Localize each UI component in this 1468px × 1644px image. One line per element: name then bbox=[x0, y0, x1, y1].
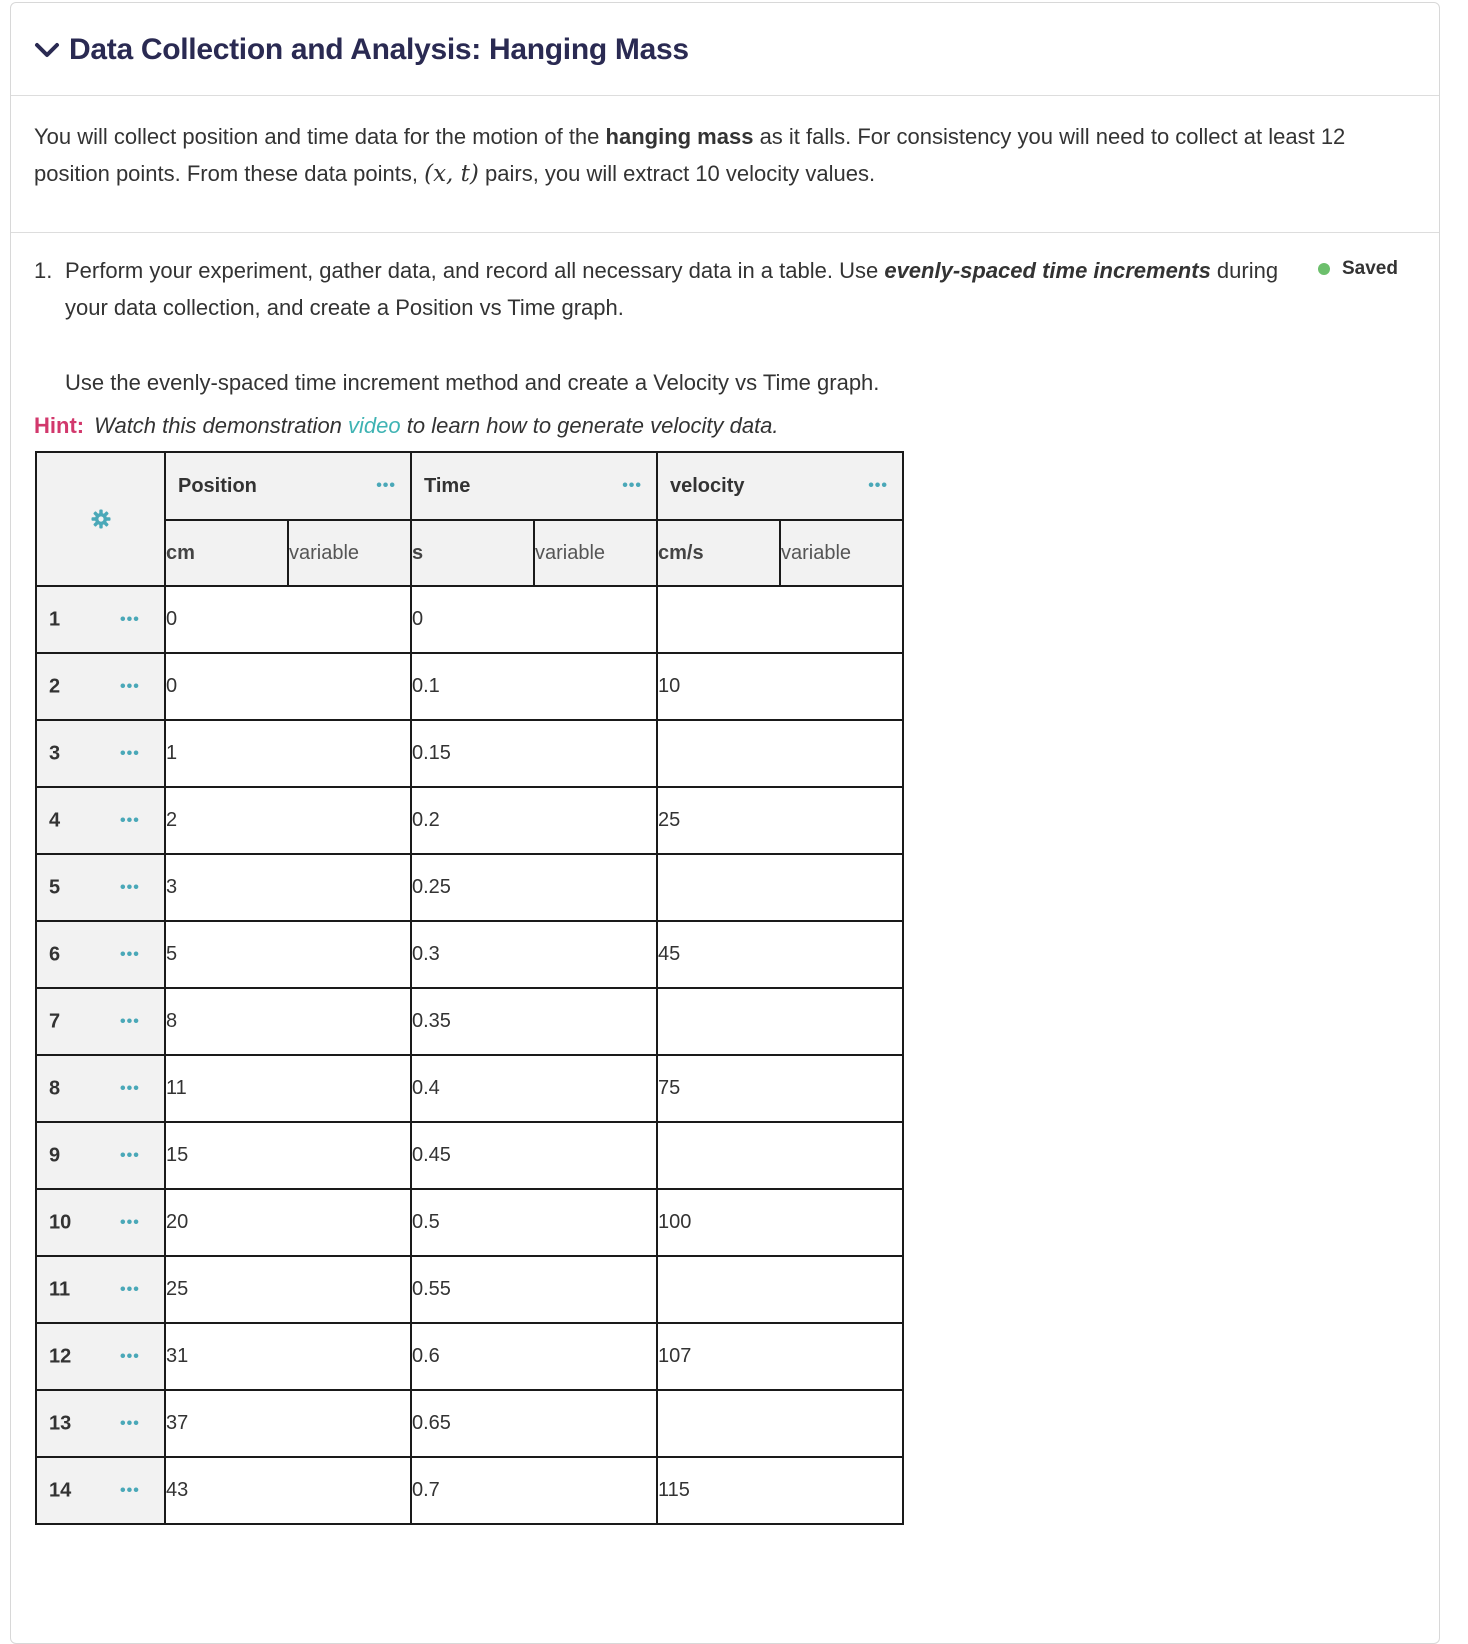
table-row bbox=[36, 988, 903, 1055]
row-number: 7 bbox=[49, 1010, 61, 1032]
hint-text-end: to learn how to generate velocity data. bbox=[400, 413, 779, 438]
column-name: velocity bbox=[670, 474, 745, 497]
cell-position[interactable]: 43 bbox=[165, 1457, 411, 1524]
divider bbox=[11, 95, 1439, 96]
cell-position[interactable]: 20 bbox=[165, 1189, 411, 1256]
row-menu-icon[interactable]: ••• bbox=[120, 1213, 140, 1231]
intro-bold: hanging mass bbox=[605, 124, 754, 149]
cell-time[interactable]: 0 bbox=[411, 586, 657, 653]
cell-velocity[interactable] bbox=[657, 988, 903, 1055]
cell-time[interactable]: 0.45 bbox=[411, 1122, 657, 1189]
intro-text bbox=[34, 118, 1419, 193]
column-name: Position bbox=[178, 474, 257, 497]
type-position[interactable]: variable bbox=[288, 520, 411, 586]
saved-status bbox=[1318, 258, 1398, 280]
table-row bbox=[36, 1122, 903, 1189]
cell-position[interactable]: 1 bbox=[165, 720, 411, 787]
status-dot-icon bbox=[1318, 263, 1330, 275]
table-row bbox=[36, 720, 903, 787]
cell-velocity[interactable]: 45 bbox=[657, 921, 903, 988]
table-row bbox=[36, 1256, 903, 1323]
cell-time[interactable]: 0.6 bbox=[411, 1323, 657, 1390]
cell-position[interactable]: 3 bbox=[165, 854, 411, 921]
row-header[interactable] bbox=[36, 1323, 165, 1390]
column-header-position[interactable] bbox=[165, 452, 411, 520]
row-menu-icon[interactable]: ••• bbox=[120, 744, 140, 762]
cell-velocity[interactable] bbox=[657, 720, 903, 787]
question-text: during your data collection, and create a Position vs Time graph. bbox=[65, 258, 1279, 320]
cell-velocity[interactable]: 25 bbox=[657, 787, 903, 854]
intro-part: as it falls. For consistency you will need to collect at least 12 position points. From these data points, bbox=[34, 124, 1346, 186]
cell-position[interactable]: 8 bbox=[165, 988, 411, 1055]
cell-time[interactable]: 0.2 bbox=[411, 787, 657, 854]
cell-position[interactable]: 0 bbox=[165, 653, 411, 720]
table-row bbox=[36, 1323, 903, 1390]
gear-icon[interactable] bbox=[91, 509, 111, 529]
cell-velocity[interactable] bbox=[657, 586, 903, 653]
row-menu-icon[interactable]: ••• bbox=[120, 878, 140, 896]
table-row bbox=[36, 586, 903, 653]
row-menu-icon[interactable]: ••• bbox=[120, 1079, 140, 1097]
row-menu-icon[interactable]: ••• bbox=[120, 1280, 140, 1298]
table-row bbox=[36, 653, 903, 720]
cell-velocity[interactable] bbox=[657, 1256, 903, 1323]
unit-time[interactable]: s bbox=[411, 520, 534, 586]
row-header[interactable] bbox=[36, 921, 165, 988]
row-header[interactable] bbox=[36, 1122, 165, 1189]
row-header[interactable] bbox=[36, 1256, 165, 1323]
hint-text: Watch this demonstration bbox=[94, 413, 349, 438]
intro-part: You will collect position and time data for the motion of the bbox=[34, 124, 606, 149]
row-header[interactable] bbox=[36, 1189, 165, 1256]
cell-velocity[interactable]: 10 bbox=[657, 653, 903, 720]
row-menu-icon[interactable]: ••• bbox=[120, 811, 140, 829]
row-header[interactable] bbox=[36, 988, 165, 1055]
row-header[interactable] bbox=[36, 854, 165, 921]
type-time[interactable]: variable bbox=[534, 520, 657, 586]
cell-time[interactable]: 0.35 bbox=[411, 988, 657, 1055]
row-number: 11 bbox=[49, 1278, 71, 1300]
row-number: 12 bbox=[49, 1345, 72, 1367]
section-title: Data Collection and Analysis: Hanging Mass bbox=[69, 33, 689, 66]
row-menu-icon[interactable]: ••• bbox=[120, 945, 140, 963]
row-number: 4 bbox=[49, 809, 61, 831]
cell-velocity[interactable] bbox=[657, 1390, 903, 1457]
cell-time[interactable]: 0.15 bbox=[411, 720, 657, 787]
row-menu-icon[interactable]: ••• bbox=[120, 1012, 140, 1030]
table-row bbox=[36, 921, 903, 988]
settings-button[interactable] bbox=[37, 453, 164, 585]
column-name: Time bbox=[424, 474, 471, 497]
row-header[interactable] bbox=[36, 720, 165, 787]
row-number: 10 bbox=[49, 1211, 72, 1233]
cell-position[interactable]: 31 bbox=[165, 1323, 411, 1390]
cell-time[interactable]: 0.25 bbox=[411, 854, 657, 921]
cell-time[interactable]: 0.1 bbox=[411, 653, 657, 720]
saved-label: Saved bbox=[1342, 258, 1398, 279]
column-menu-icon[interactable]: ••• bbox=[376, 477, 396, 494]
row-menu-icon[interactable]: ••• bbox=[120, 1146, 140, 1164]
row-header[interactable] bbox=[36, 653, 165, 720]
row-header[interactable] bbox=[36, 1457, 165, 1524]
type-velocity[interactable]: variable bbox=[780, 520, 903, 586]
cell-position[interactable]: 37 bbox=[165, 1390, 411, 1457]
question-line-2: Use the evenly-spaced time increment method and create a Velocity vs Time graph. bbox=[65, 370, 880, 395]
cell-time[interactable]: 0.7 bbox=[411, 1457, 657, 1524]
row-number: 1 bbox=[49, 608, 61, 630]
chevron-down-icon[interactable] bbox=[33, 36, 61, 64]
divider bbox=[11, 232, 1439, 233]
cell-velocity[interactable]: 115 bbox=[657, 1457, 903, 1524]
cell-velocity[interactable]: 75 bbox=[657, 1055, 903, 1122]
table-row bbox=[36, 1457, 903, 1524]
column-menu-icon[interactable]: ••• bbox=[868, 477, 888, 494]
row-header[interactable] bbox=[36, 787, 165, 854]
question-emphasis: evenly-spaced time increments bbox=[884, 258, 1211, 283]
row-menu-icon[interactable]: ••• bbox=[120, 610, 140, 628]
row-number: 6 bbox=[49, 943, 61, 965]
row-menu-icon[interactable]: ••• bbox=[120, 1481, 140, 1499]
row-number: 3 bbox=[49, 742, 61, 764]
cell-velocity[interactable] bbox=[657, 854, 903, 921]
column-menu-icon[interactable]: ••• bbox=[622, 477, 642, 494]
row-number: 13 bbox=[49, 1412, 72, 1434]
column-header-time[interactable] bbox=[411, 452, 657, 520]
row-menu-icon[interactable]: ••• bbox=[120, 677, 140, 695]
cell-time[interactable]: 0.55 bbox=[411, 1256, 657, 1323]
table-row bbox=[36, 1189, 903, 1256]
hint-label: Hint: bbox=[34, 413, 85, 438]
cell-position[interactable]: 0 bbox=[165, 586, 411, 653]
question-text: Perform your experiment, gather data, and record all necessary data in a table. Use bbox=[65, 258, 885, 283]
cell-time[interactable]: 0.4 bbox=[411, 1055, 657, 1122]
cell-velocity[interactable]: 100 bbox=[657, 1189, 903, 1256]
math-xt: (x, t) bbox=[424, 161, 479, 187]
unit-velocity[interactable]: cm/s bbox=[657, 520, 780, 586]
row-menu-icon[interactable]: ••• bbox=[120, 1414, 140, 1432]
row-number: 5 bbox=[49, 876, 61, 898]
column-header-velocity[interactable] bbox=[657, 452, 903, 520]
data-table bbox=[35, 451, 904, 1525]
video-link[interactable]: video bbox=[348, 413, 401, 438]
row-menu-icon[interactable]: ••• bbox=[120, 1347, 140, 1365]
cell-velocity[interactable] bbox=[657, 1122, 903, 1189]
table-row bbox=[36, 854, 903, 921]
row-header[interactable] bbox=[36, 1055, 165, 1122]
hint bbox=[34, 407, 779, 444]
row-number: 9 bbox=[49, 1144, 61, 1166]
row-header[interactable] bbox=[36, 586, 165, 653]
table-row bbox=[36, 1390, 903, 1457]
question-number: 1. bbox=[34, 258, 53, 283]
row-header[interactable] bbox=[36, 1390, 165, 1457]
cell-time[interactable]: 0.65 bbox=[411, 1390, 657, 1457]
cell-position[interactable]: 2 bbox=[165, 787, 411, 854]
cell-time[interactable]: 0.5 bbox=[411, 1189, 657, 1256]
table-corner bbox=[36, 452, 165, 586]
cell-velocity[interactable]: 107 bbox=[657, 1323, 903, 1390]
question-1 bbox=[34, 252, 1314, 326]
row-number: 14 bbox=[49, 1479, 72, 1501]
row-number: 2 bbox=[49, 675, 61, 697]
intro-part: pairs, you will extract 10 velocity values. bbox=[478, 161, 876, 186]
table-row bbox=[36, 787, 903, 854]
cell-position[interactable]: 11 bbox=[165, 1055, 411, 1122]
row-number: 8 bbox=[49, 1077, 61, 1099]
cell-time[interactable]: 0.3 bbox=[411, 921, 657, 988]
unit-position[interactable]: cm bbox=[165, 520, 288, 586]
cell-position[interactable]: 25 bbox=[165, 1256, 411, 1323]
section-header[interactable] bbox=[33, 28, 689, 72]
table-row bbox=[36, 1055, 903, 1122]
cell-position[interactable]: 15 bbox=[165, 1122, 411, 1189]
cell-position[interactable]: 5 bbox=[165, 921, 411, 988]
